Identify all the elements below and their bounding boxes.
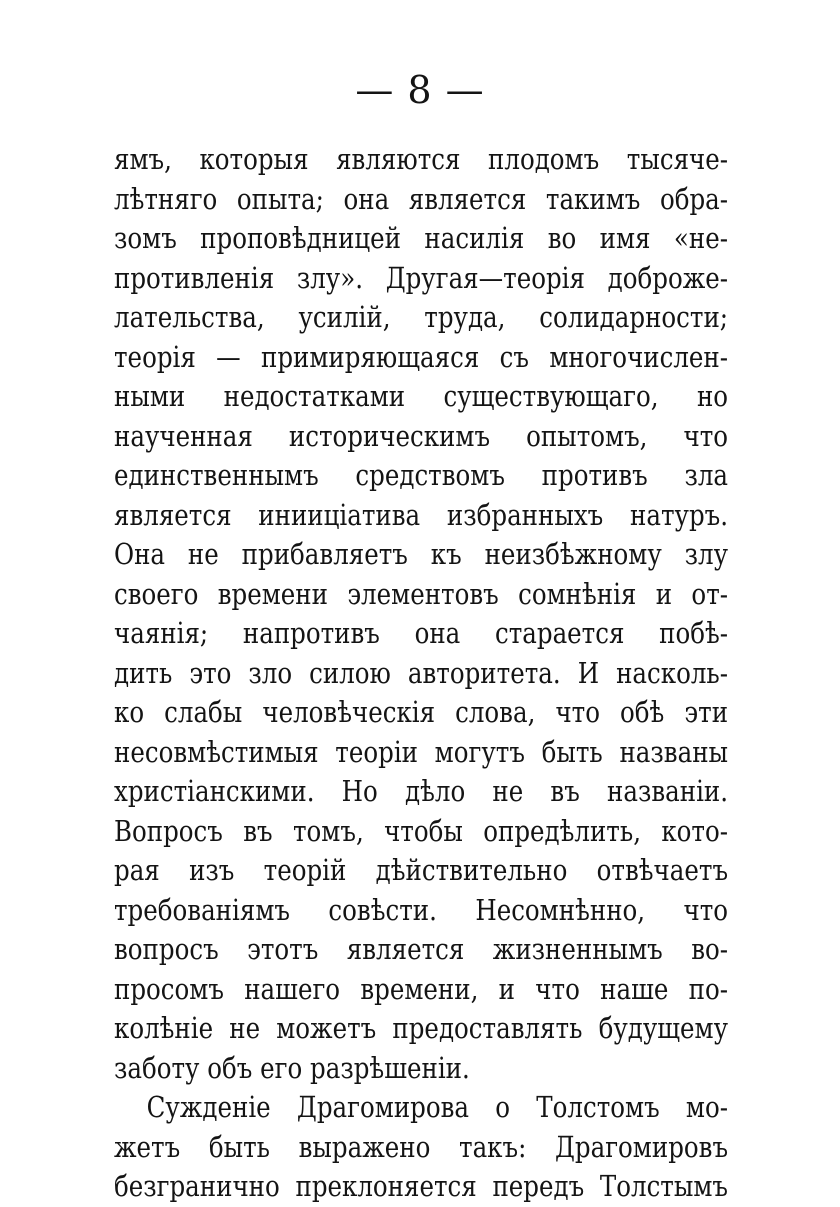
- body-text: [114, 140, 728, 1207]
- text-line: чаянія; напротивъ она старается побѣ-: [114, 617, 729, 650]
- text-line: жетъ быть выражено такъ: Драгомировъ: [114, 1130, 729, 1164]
- text-line: зомъ проповѣдницей насилія во имя «не-: [114, 222, 729, 255]
- text-line: Вопросъ въ томъ, чтобы опредѣлить, кото-: [114, 814, 729, 848]
- text-line: требованіямъ совѣсти. Несомнѣнно, что: [114, 893, 729, 927]
- text-line: ямъ, которыя являются плодомъ тысяче-: [114, 143, 729, 176]
- text-line: является инииціатива избранныхъ натуръ.: [114, 498, 729, 532]
- text-line: противленія злу». Другая—теорія доброже-: [114, 261, 729, 295]
- text-line: лѣтняго опыта; она является такимъ обра-: [114, 182, 729, 216]
- text-line: просомъ нашего времени, и что наше по-: [114, 972, 729, 1006]
- text-line: христіанскими. Но дѣло не въ названіи.: [114, 775, 729, 808]
- text-line: ко слабы человѣческія слова, что обѣ эти: [114, 696, 729, 729]
- text-line: рая изъ теорій дѣйствительно отвѣчаетъ: [114, 854, 729, 887]
- text-line: дить это зло силою авторитета. И насколь-: [114, 656, 729, 690]
- text-line: несовмѣстимыя теоріи могутъ быть названы: [114, 735, 729, 769]
- text-line: безгранично преклоняется передъ Толстымъ: [114, 1170, 729, 1203]
- text-line: лательства, усилій, труда, солидарности;: [114, 301, 729, 334]
- text-line: своего времени элементовъ сомнѣнія и от-: [114, 577, 729, 611]
- text-line: вопросъ этотъ является жизненнымъ во-: [114, 933, 729, 966]
- text-line: ными недостатками существующаго, но: [114, 380, 729, 413]
- text-line: наученная историческимъ опытомъ, что: [114, 419, 729, 453]
- text-line: заботу объ его разрѣшеніи.: [114, 1051, 470, 1085]
- text-line: Сужденіе Драгомирова о Толстомъ мо-: [146, 1091, 729, 1124]
- text-line: колѣніе не можетъ предоставлять будущему: [114, 1012, 729, 1045]
- text-line: единственнымъ средствомъ противъ зла: [114, 459, 729, 492]
- text-line: теорія — примиряющаяся съ многочислен-: [114, 340, 729, 374]
- text-line: Она не прибавляетъ къ неизбѣжному злу: [114, 538, 729, 571]
- page-number: — 8 —: [355, 68, 485, 112]
